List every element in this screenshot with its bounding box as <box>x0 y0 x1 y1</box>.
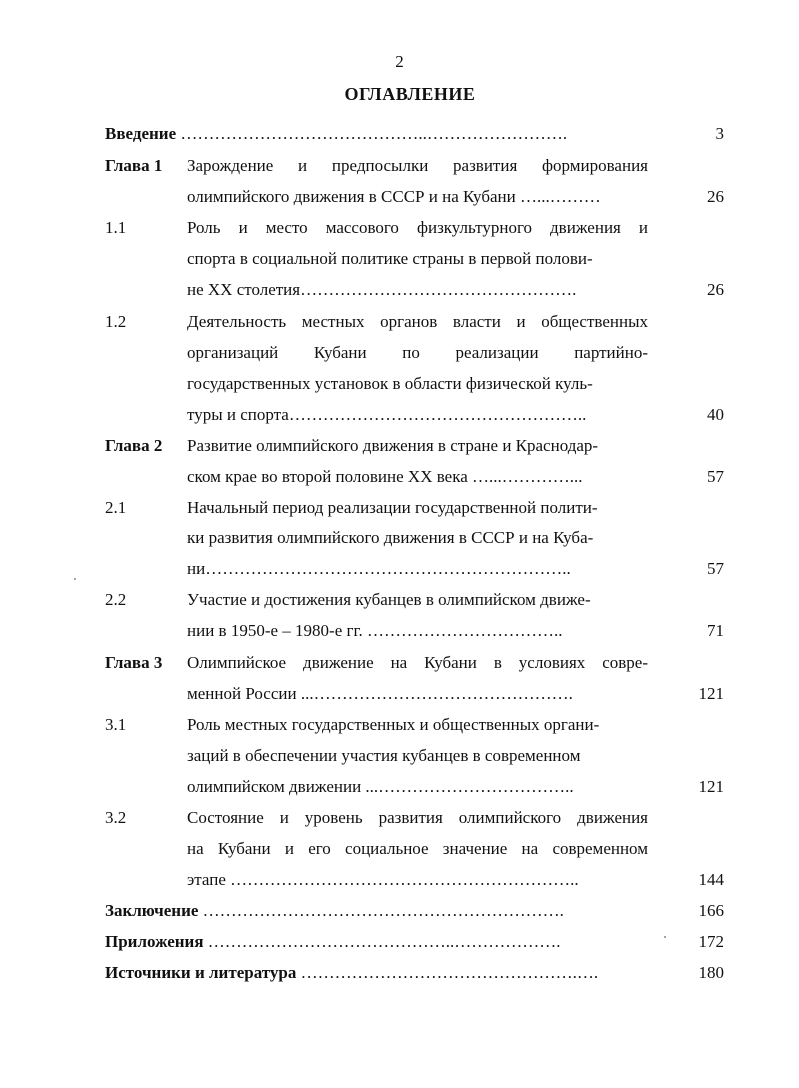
toc-s12-label: 1.2 <box>105 312 127 331</box>
toc-s12-line4: туры и спорта…………………………………………….. <box>187 405 587 424</box>
toc-sources-page: 180 <box>698 963 724 982</box>
toc-s21-line1: Начальный период реализации государственной полити- <box>187 498 598 517</box>
toc-s21-line3: ни……………………………………………………….. <box>187 559 571 578</box>
toc-ch3-line2: менной России ...………………………………………. <box>187 684 573 703</box>
toc-s22-label: 2.2 <box>105 590 127 609</box>
toc-conclusion-page: 166 <box>698 901 724 920</box>
toc-ch2-label: Глава 2 <box>105 436 163 455</box>
toc-s31-line3: олимпийском движении ...…………………………….. <box>187 777 574 796</box>
toc-ch3-label: Глава 3 <box>105 653 163 672</box>
toc-ch2-page: 57 <box>707 467 724 486</box>
toc-s31-label: 3.1 <box>105 715 127 734</box>
toc-sources-title: Источники и литература <box>105 963 297 982</box>
toc-s12-page: 40 <box>707 405 724 424</box>
toc-intro-page: 3 <box>715 124 724 143</box>
toc-s11-line3: не XX столетия…………………………………………. <box>187 280 577 299</box>
toc-ch1-line2: олимпийского движения в СССР и на Кубани …...……… <box>187 187 601 206</box>
toc-s21-page: 57 <box>707 559 724 578</box>
scan-speck <box>664 936 666 938</box>
toc-s32-line2: на Кубани и его социальное значение на современном <box>187 839 648 858</box>
toc-ch1-label: Глава 1 <box>105 156 163 175</box>
toc-s11-page: 26 <box>707 280 724 299</box>
toc-s22-page: 71 <box>707 621 724 640</box>
toc-ch2-line2: ском крае во второй половине XX века …...…………... <box>187 467 583 486</box>
toc-s32-line3: этапе …………………………………………………….. <box>187 870 579 889</box>
toc-s12-line2: организаций Кубани по реализации партийно- <box>187 343 648 362</box>
toc-ch3-line1: Олимпийское движение на Кубани в условиях совре- <box>187 653 648 672</box>
toc-ch3-page: 121 <box>698 684 724 703</box>
toc-s11-label: 1.1 <box>105 218 127 237</box>
toc-s31-line2: заций в обеспечении участия кубанцев в современном <box>187 746 581 765</box>
toc-s32-label: 3.2 <box>105 808 127 827</box>
toc-sources-leader: ………………………………………….…. <box>296 963 599 982</box>
toc-s31-page: 121 <box>698 777 724 796</box>
toc-s12-line3: государственных установок в области физической куль- <box>187 374 593 393</box>
toc-s11-line2: спорта в социальной политике страны в первой полови- <box>187 249 593 268</box>
toc-conclusion-leader: ………………………………………………………. <box>198 901 564 920</box>
toc-intro-title: Введение <box>105 124 177 143</box>
toc-entry-appendix <box>105 932 648 952</box>
toc-s21-label: 2.1 <box>105 498 127 517</box>
toc-s22-line1: Участие и достижения кубанцев в олимпийском движе- <box>187 590 591 609</box>
toc-s21-line2: ки развития олимпийского движения в СССР и на Куба- <box>187 528 594 547</box>
page-title: ОГЛАВЛЕНИЕ <box>344 84 476 104</box>
toc-entry-sources <box>105 963 648 983</box>
toc-appendix-title: Приложения <box>105 932 204 951</box>
toc-conclusion-title: Заключение <box>105 901 199 920</box>
toc-s32-line1: Состояние и уровень развития олимпийского движения <box>187 808 648 827</box>
toc-entry-conclusion <box>105 901 648 921</box>
toc-ch1-page: 26 <box>707 187 724 206</box>
toc-s32-page: 144 <box>698 870 724 889</box>
toc-s12-line1: Деятельность местных органов власти и общественных <box>187 312 648 331</box>
toc-s31-line1: Роль местных государственных и общественных органи- <box>187 715 600 734</box>
scan-speck <box>74 578 76 580</box>
toc-s22-line2: нии в 1950-е – 1980-е гг. …………………………….. <box>187 621 563 640</box>
toc-appendix-leader: ……………………………………..………………. <box>203 932 561 951</box>
toc-entry-intro <box>105 124 648 144</box>
toc-ch1-line1: Зарождение и предпосылки развития формирования <box>187 156 648 175</box>
page-number: 2 <box>395 52 404 71</box>
toc-s11-line1: Роль и место массового физкультурного движения и <box>187 218 648 237</box>
toc-intro-leader: ……………………………………..……………………. <box>176 124 568 143</box>
toc-ch2-line1: Развитие олимпийского движения в стране и Краснодар- <box>187 436 599 455</box>
toc-appendix-page: 172 <box>698 932 724 951</box>
